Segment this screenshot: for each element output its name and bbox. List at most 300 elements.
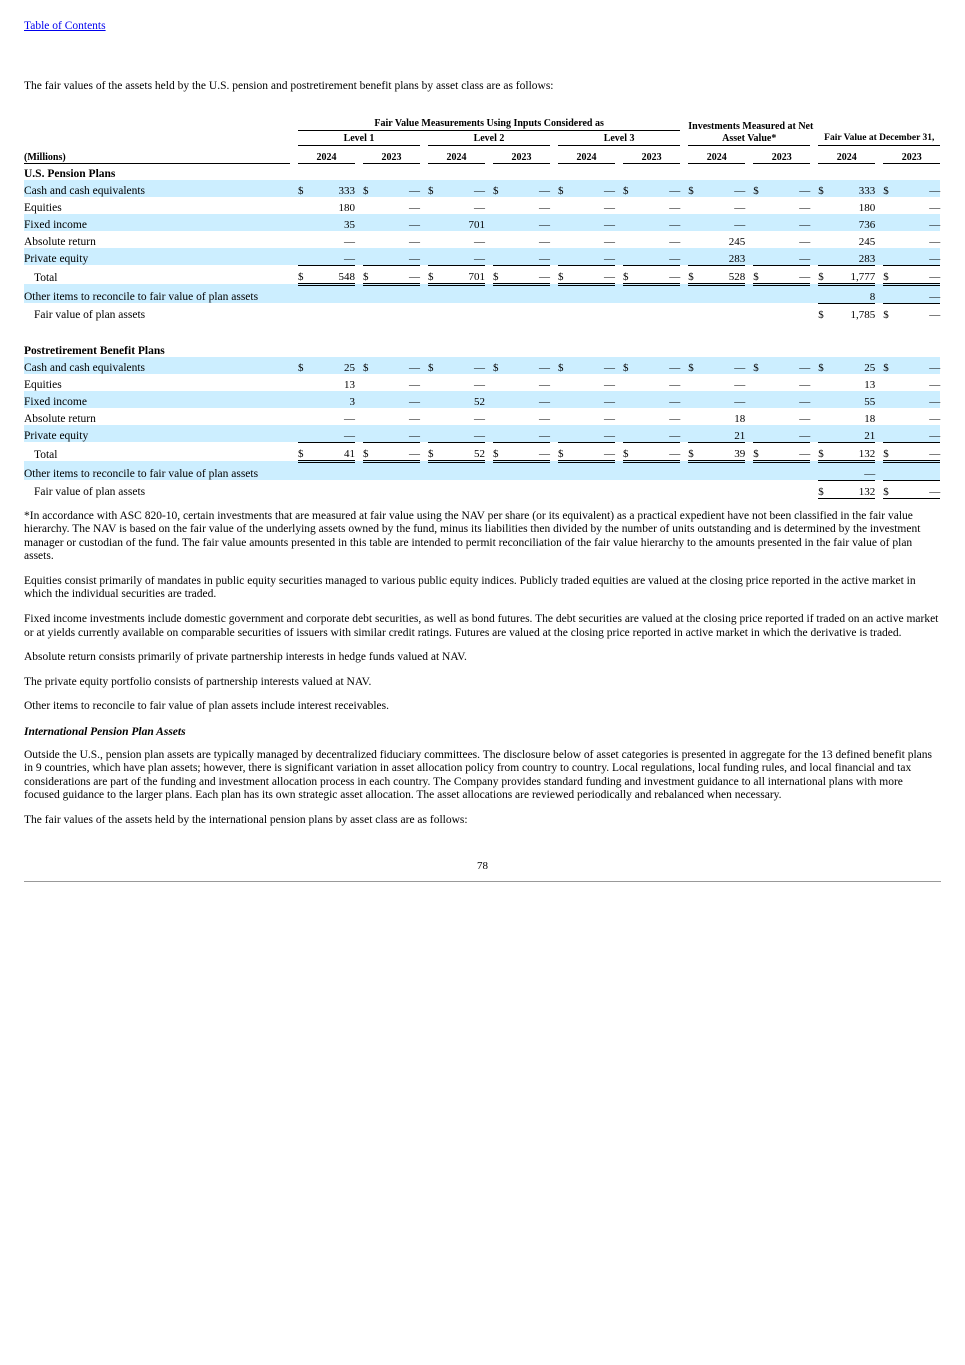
- value-cell: —: [896, 180, 940, 197]
- col-spacer: [615, 248, 623, 266]
- value-cell: —: [766, 391, 810, 408]
- col-spacer: [550, 284, 558, 303]
- currency-cell: $: [883, 265, 896, 284]
- value-cell: [636, 461, 680, 480]
- fv-date-group-header: Fair Value at December 31,: [818, 114, 940, 146]
- row-label: Fixed income: [24, 214, 290, 231]
- currency-cell: [493, 391, 506, 408]
- table-row: [24, 442, 940, 461]
- currency-cell: [428, 197, 441, 214]
- value-cell: 180: [858, 201, 876, 214]
- col-spacer: [355, 374, 363, 391]
- col-spacer: [550, 214, 558, 231]
- col-spacer: [290, 391, 298, 408]
- value-cell: [701, 284, 745, 303]
- currency-cell: [558, 214, 571, 231]
- col-spacer: [420, 480, 428, 498]
- row-label: Cash and cash equivalents: [24, 180, 290, 197]
- currency-cell: [753, 303, 766, 321]
- value-cell: 18: [734, 412, 746, 425]
- col-spacer: [420, 284, 428, 303]
- year-header: 2023: [883, 145, 940, 163]
- value-cell: 333: [311, 180, 355, 197]
- currency-cell: [558, 408, 571, 425]
- absolute-return-paragraph: Absolute return consists primarily of private partnership interests in hedge funds valued at NAV.: [24, 651, 467, 664]
- col-spacer: [680, 461, 688, 480]
- value-cell: —: [669, 235, 681, 248]
- currency-cell: $: [623, 180, 636, 197]
- col-spacer: [550, 391, 558, 408]
- currency-cell: [558, 303, 571, 321]
- col-spacer: [355, 357, 363, 374]
- currency-cell: [428, 374, 441, 391]
- currency-cell: [688, 248, 701, 266]
- col-spacer: [680, 284, 688, 303]
- col-spacer: [485, 357, 493, 374]
- value-cell: —: [604, 235, 615, 248]
- col-spacer: [810, 374, 818, 391]
- col-spacer: [875, 180, 883, 197]
- value-cell: —: [376, 180, 420, 197]
- value-cell: —: [539, 235, 550, 248]
- currency-cell: [493, 284, 506, 303]
- value-cell: [896, 461, 940, 480]
- col-spacer: [680, 231, 688, 248]
- currency-cell: [688, 303, 701, 321]
- currency-cell: [688, 408, 701, 425]
- col-spacer: [810, 197, 818, 214]
- col-spacer: [290, 442, 298, 461]
- col-spacer: [420, 303, 428, 321]
- corner-cell: [24, 114, 290, 131]
- currency-cell: [363, 408, 376, 425]
- currency-cell: [493, 214, 506, 231]
- value-cell: —: [766, 265, 810, 284]
- currency-cell: [363, 248, 376, 266]
- currency-cell: [623, 374, 636, 391]
- value-cell: —: [896, 425, 940, 443]
- col-spacer: [680, 374, 688, 391]
- currency-cell: [753, 284, 766, 303]
- currency-cell: [558, 231, 571, 248]
- col-spacer: [420, 391, 428, 408]
- currency-cell: [623, 480, 636, 498]
- col-spacer: [745, 374, 753, 391]
- currency-cell: [818, 461, 831, 480]
- col-spacer: [420, 374, 428, 391]
- value-cell: [376, 303, 420, 321]
- currency-cell: $: [688, 180, 701, 197]
- currency-cell: [883, 197, 896, 214]
- value-cell: 132: [831, 442, 875, 461]
- col-spacer: [680, 442, 688, 461]
- currency-cell: [688, 214, 701, 231]
- currency-cell: $: [428, 442, 441, 461]
- value-cell: 701: [441, 265, 485, 284]
- row-label: Total: [34, 449, 58, 462]
- currency-cell: [623, 284, 636, 303]
- value-cell: [506, 303, 550, 321]
- value-cell: —: [604, 378, 615, 391]
- value-cell: —: [766, 214, 810, 231]
- currency-cell: [688, 461, 701, 480]
- col-spacer: [875, 425, 883, 443]
- currency-cell: $: [493, 357, 506, 374]
- corner-cell: [24, 130, 290, 145]
- col-spacer: [485, 284, 493, 303]
- col-spacer: [810, 425, 818, 443]
- col-spacer: [810, 303, 818, 321]
- col-spacer: [875, 284, 883, 303]
- currency-cell: [883, 284, 896, 303]
- currency-cell: $: [493, 442, 506, 461]
- value-cell: —: [669, 412, 681, 425]
- currency-cell: [363, 461, 376, 480]
- currency-cell: [623, 248, 636, 266]
- other-items-paragraph: Other items to reconcile to fair value of plan assets include interest receivables.: [24, 700, 389, 713]
- col-spacer: [355, 180, 363, 197]
- value-cell: —: [344, 235, 355, 248]
- col-spacer: [745, 425, 753, 443]
- col-spacer: [810, 248, 818, 266]
- col-spacer: [875, 408, 883, 425]
- col-spacer: [550, 265, 558, 284]
- table-of-contents-link[interactable]: Table of Contents: [24, 20, 106, 32]
- row-label: Absolute return: [24, 412, 96, 425]
- currency-cell: $: [428, 357, 441, 374]
- col-spacer: [290, 214, 298, 231]
- currency-cell: [558, 461, 571, 480]
- col-spacer: [485, 303, 493, 321]
- value-cell: —: [701, 357, 745, 374]
- currency-cell: $: [493, 180, 506, 197]
- value-cell: [571, 303, 615, 321]
- col-spacer: [290, 265, 298, 284]
- col-spacer: [485, 408, 493, 425]
- value-cell: —: [409, 201, 420, 214]
- value-cell: —: [701, 214, 745, 231]
- value-cell: —: [506, 214, 550, 231]
- col-spacer: [290, 197, 298, 214]
- row-label: Fair value of plan assets: [34, 308, 146, 321]
- currency-cell: [818, 214, 831, 231]
- currency-cell: [428, 461, 441, 480]
- level-header: Level 1: [298, 130, 420, 145]
- row-label: Private equity: [24, 425, 290, 443]
- value-cell: [701, 480, 745, 498]
- currency-cell: $: [298, 265, 311, 284]
- currency-cell: $: [753, 357, 766, 374]
- currency-cell: [753, 231, 766, 248]
- value-cell: —: [636, 265, 680, 284]
- col-spacer: [485, 180, 493, 197]
- col-spacer: [355, 442, 363, 461]
- col-spacer: [810, 284, 818, 303]
- col-spacer: [615, 357, 623, 374]
- col-spacer: [745, 248, 753, 266]
- toc-link-row: [24, 16, 941, 34]
- col-spacer: [875, 442, 883, 461]
- year-header: 2024: [818, 145, 875, 163]
- value-cell: —: [896, 214, 940, 231]
- currency-cell: [883, 214, 896, 231]
- currency-cell: [298, 391, 311, 408]
- value-cell: —: [571, 442, 615, 461]
- value-cell: [571, 461, 615, 480]
- currency-cell: [753, 214, 766, 231]
- currency-cell: $: [883, 480, 896, 498]
- currency-cell: [688, 425, 701, 443]
- currency-cell: [298, 197, 311, 214]
- currency-cell: [753, 391, 766, 408]
- currency-cell: [558, 197, 571, 214]
- col-spacer: [615, 214, 623, 231]
- currency-cell: $: [298, 442, 311, 461]
- currency-cell: [753, 480, 766, 498]
- value-cell: —: [799, 235, 811, 248]
- col-spacer: [680, 214, 688, 231]
- fair-value-table: [24, 114, 940, 499]
- currency-cell: [428, 248, 441, 266]
- currency-cell: [428, 214, 441, 231]
- col-spacer: [615, 231, 623, 248]
- col-spacer: [290, 480, 298, 498]
- currency-cell: [298, 408, 311, 425]
- value-cell: —: [636, 425, 680, 443]
- value-cell: [311, 461, 355, 480]
- col-spacer: [485, 425, 493, 443]
- currency-cell: $: [623, 265, 636, 284]
- nav-group-header: Investments Measured at Net Asset Value*: [688, 114, 810, 146]
- value-cell: —: [571, 265, 615, 284]
- col-spacer: [355, 248, 363, 266]
- currency-cell: $: [558, 265, 571, 284]
- currency-cell: $: [818, 480, 831, 498]
- col-spacer: [680, 391, 688, 408]
- currency-cell: $: [883, 442, 896, 461]
- col-spacer: [550, 461, 558, 480]
- value-cell: 333: [831, 180, 875, 197]
- currency-cell: $: [298, 357, 311, 374]
- currency-cell: [818, 391, 831, 408]
- value-cell: [376, 284, 420, 303]
- value-cell: 283: [701, 248, 745, 266]
- currency-cell: [298, 284, 311, 303]
- currency-cell: [493, 197, 506, 214]
- value-cell: 13: [344, 378, 355, 391]
- value-cell: 39: [701, 442, 745, 461]
- col-spacer: [875, 357, 883, 374]
- col-spacer: [290, 425, 298, 443]
- international-body-paragraph: Outside the U.S., pension plan assets are typically managed by decentralized fiduciary committees. The disclosure below of asset categories is presented in aggregate for the 13 defined benefit plans in 9 countries, which have plan assets; however, there is significant variation in asset allocation policy from country to country. Local regulations, local funding rules, and local financial and tax considerations are part of the funding and investment allocation process in each country. The Company provides standard funding and investment guidance to all international plans with more focused guidance to the larger plans. Each plan has its own strategic asset allocation. The asset allocations are reviewed periodically and rebalanced when necessary.: [24, 748, 932, 802]
- col-spacer: [420, 442, 428, 461]
- currency-cell: $: [363, 180, 376, 197]
- value-cell: —: [441, 248, 485, 266]
- col-spacer: [355, 231, 363, 248]
- value-cell: —: [929, 308, 941, 321]
- col-spacer: [485, 248, 493, 266]
- table-row: [24, 303, 940, 321]
- value-cell: —: [896, 248, 940, 266]
- year-header: 2023: [493, 145, 550, 163]
- value-cell: [701, 461, 745, 480]
- international-section: [24, 749, 941, 828]
- col-spacer: [355, 425, 363, 443]
- col-spacer: [550, 408, 558, 425]
- col-spacer: [420, 231, 428, 248]
- currency-cell: [753, 425, 766, 443]
- currency-cell: $: [558, 442, 571, 461]
- col-spacer: [420, 214, 428, 231]
- value-cell: —: [636, 214, 680, 231]
- col-spacer: [875, 480, 883, 498]
- col-spacer: [485, 265, 493, 284]
- value-cell: 13: [864, 378, 876, 391]
- currency-cell: $: [753, 180, 766, 197]
- currency-cell: [883, 461, 896, 480]
- row-label: Fair value of plan assets: [34, 486, 146, 499]
- value-cell: —: [311, 248, 355, 266]
- col-spacer: [745, 480, 753, 498]
- currency-cell: [623, 231, 636, 248]
- col-spacer: [420, 180, 428, 197]
- col-spacer: [615, 391, 623, 408]
- col-spacer: [485, 442, 493, 461]
- value-cell: —: [766, 425, 810, 443]
- col-spacer: [290, 231, 298, 248]
- currency-cell: [363, 425, 376, 443]
- value-cell: —: [636, 180, 680, 197]
- value-cell: 52: [441, 391, 485, 408]
- col-spacer: [875, 248, 883, 266]
- col-spacer: [615, 374, 623, 391]
- currency-cell: [558, 425, 571, 443]
- year-header: 2023: [363, 145, 420, 163]
- value-cell: —: [474, 201, 485, 214]
- value-cell: 283: [831, 248, 875, 266]
- currency-cell: [363, 480, 376, 498]
- col-spacer: [355, 284, 363, 303]
- col-spacer: [745, 442, 753, 461]
- col-spacer: [810, 265, 818, 284]
- year-header: 2024: [428, 145, 485, 163]
- value-cell: —: [344, 412, 355, 425]
- col-spacer: [680, 248, 688, 266]
- value-cell: [311, 284, 355, 303]
- currency-cell: $: [363, 357, 376, 374]
- value-cell: [376, 480, 420, 498]
- row-label: Fixed income: [24, 391, 290, 408]
- col-spacer: [875, 197, 883, 214]
- col-spacer: [875, 265, 883, 284]
- col-spacer: [810, 130, 818, 145]
- currency-cell: $: [818, 308, 824, 321]
- year-header: 2024: [558, 145, 615, 163]
- currency-cell: [493, 425, 506, 443]
- currency-cell: [818, 425, 831, 443]
- col-spacer: [550, 145, 558, 163]
- currency-cell: [363, 284, 376, 303]
- col-spacer: [810, 145, 818, 163]
- currency-cell: [428, 480, 441, 498]
- value-cell: —: [571, 214, 615, 231]
- value-cell: 25: [831, 357, 875, 374]
- row-label: Other items to reconcile to fair value of plan assets: [24, 461, 290, 480]
- value-cell: 3: [311, 391, 355, 408]
- col-spacer: [745, 357, 753, 374]
- value-cell: [441, 461, 485, 480]
- value-cell: —: [506, 357, 550, 374]
- value-cell: —: [896, 284, 940, 303]
- col-spacer: [810, 180, 818, 197]
- currency-cell: [883, 408, 896, 425]
- col-spacer: [550, 303, 558, 321]
- value-cell: [441, 303, 485, 321]
- currency-cell: [298, 480, 311, 498]
- value-cell: 52: [441, 442, 485, 461]
- value-cell: —: [896, 265, 940, 284]
- col-spacer: [550, 180, 558, 197]
- col-spacer: [485, 461, 493, 480]
- col-spacer: [745, 265, 753, 284]
- currency-cell: [623, 197, 636, 214]
- table-row: [24, 374, 940, 391]
- col-spacer: [615, 442, 623, 461]
- currency-cell: [493, 480, 506, 498]
- currency-cell: [428, 391, 441, 408]
- currency-cell: $: [363, 442, 376, 461]
- value-cell: —: [766, 180, 810, 197]
- year-header: 2024: [298, 145, 355, 163]
- currency-cell: $: [883, 357, 896, 374]
- col-spacer: [680, 357, 688, 374]
- value-cell: —: [311, 425, 355, 443]
- col-spacer: [355, 461, 363, 480]
- currency-cell: [883, 248, 896, 266]
- millions-label: (Millions): [24, 145, 290, 163]
- table-row: [24, 461, 940, 480]
- currency-cell: [883, 231, 896, 248]
- currency-cell: [558, 374, 571, 391]
- col-spacer: [745, 180, 753, 197]
- equities-paragraph: Equities consist primarily of mandates in public equity securities managed to various public equity indices. Publicly traded equities are valued at the closing price reported in the active market in which the individual securities are traded.: [24, 574, 916, 601]
- value-cell: [311, 480, 355, 498]
- value-cell: [441, 480, 485, 498]
- col-spacer: [615, 197, 623, 214]
- value-cell: —: [409, 412, 420, 425]
- fixed-income-paragraph: Fixed income investments include domestic government and corporate debt securities, as well as bond futures. The debt securities are valued at the closing price reported if traded on an active market or at yields currently available on comparable securities of issuers with similar credit ratings. Futures are valued at the closing price reported in active market in which the derivative is traded.: [24, 612, 939, 639]
- nav-footnote-paragraph: *In accordance with ASC 820-10, certain investments that are measured at fair value using the NAV per share (or its equivalent) as a practical expedient have not been classified in the fair value hierarchy. The NAV is based on the fair value of the underlying assets owned by the fund, minus its liabilities then divided by the number of units outstanding and is determined by the investment manager or custodian of the fund. The fair value amounts presented in this table are intended to permit reconciliation of the fair value hierarchy to the amounts presented in the fair value of plan assets.: [24, 509, 921, 563]
- col-spacer: [420, 408, 428, 425]
- col-spacer: [550, 130, 558, 145]
- col-spacer: [615, 145, 623, 163]
- private-equity-paragraph: The private equity portfolio consists of partnership interests valued at NAV.: [24, 675, 372, 688]
- value-cell: —: [376, 391, 420, 408]
- value-cell: [701, 303, 745, 321]
- col-spacer: [485, 145, 493, 163]
- col-spacer: [810, 214, 818, 231]
- value-cell: [766, 480, 810, 498]
- table-row: [24, 265, 940, 284]
- value-cell: —: [506, 248, 550, 266]
- table-row: [24, 180, 940, 197]
- currency-cell: $: [688, 265, 701, 284]
- col-spacer: [745, 303, 753, 321]
- currency-cell: [493, 461, 506, 480]
- currency-cell: [818, 231, 831, 248]
- currency-cell: [428, 303, 441, 321]
- currency-cell: [753, 248, 766, 266]
